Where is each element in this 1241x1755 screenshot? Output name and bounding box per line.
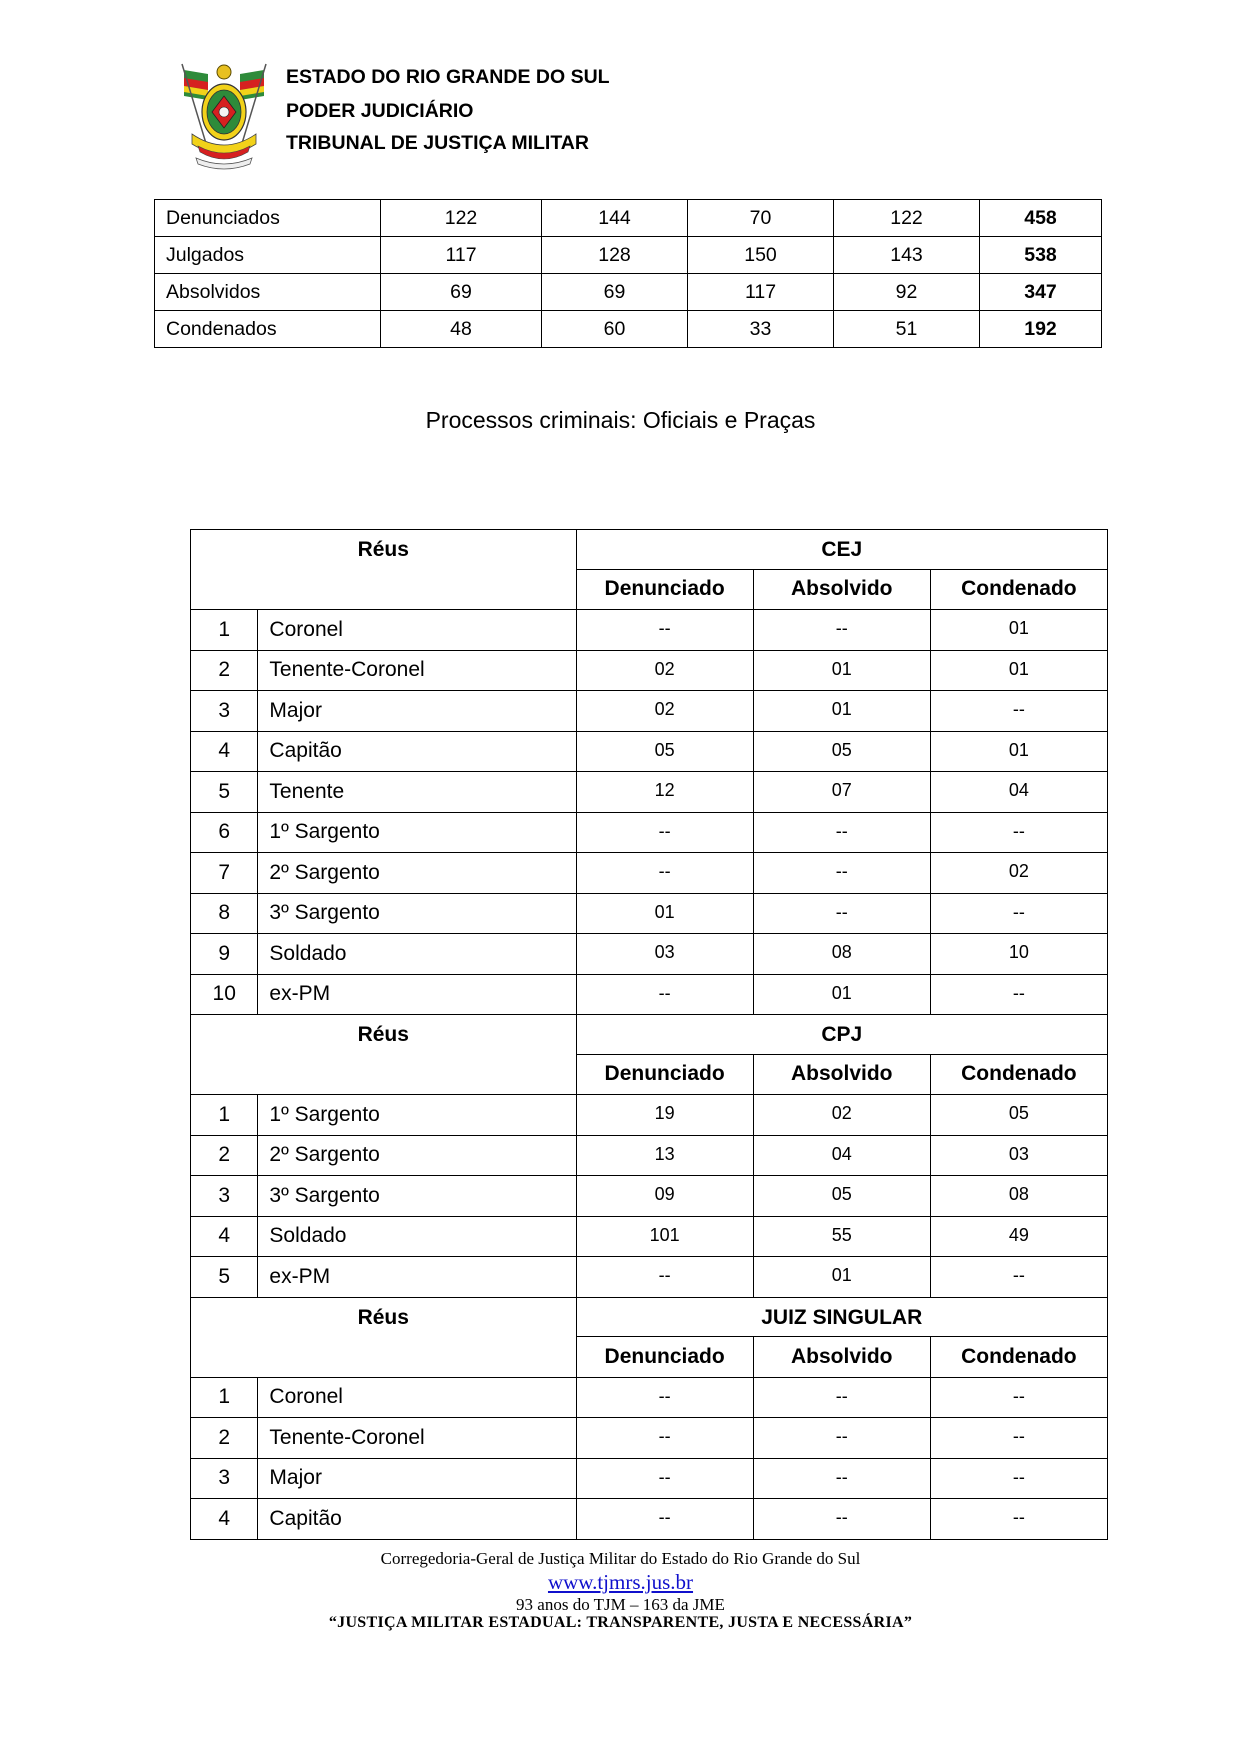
absolvido-value: 08 (753, 934, 930, 975)
denunciado-value: -- (576, 853, 753, 894)
section-header-row (191, 1015, 1108, 1055)
row-number: 2 (191, 650, 258, 691)
absolvido-value: 04 (753, 1135, 930, 1176)
absolvido-value: 01 (753, 691, 930, 732)
rank-name: 1º Sargento (258, 812, 576, 853)
table-row (191, 1458, 1108, 1499)
denunciado-header: Denunciado (576, 1337, 753, 1378)
condenado-value: 10 (930, 934, 1107, 975)
table-row (191, 1095, 1108, 1136)
table-row (191, 650, 1108, 691)
summary-label: Julgados (155, 237, 381, 274)
condenado-value: -- (930, 1458, 1107, 1499)
header-state: ESTADO DO RIO GRANDE DO SUL (286, 66, 610, 88)
row-number: 7 (191, 853, 258, 894)
rank-name: 1º Sargento (258, 1095, 576, 1136)
footer-anniversary: 93 anos do TJM – 163 da JME (516, 1595, 725, 1614)
rank-name: 3º Sargento (258, 1176, 576, 1217)
condenado-value: 49 (930, 1216, 1107, 1257)
summary-row (155, 274, 1102, 311)
rank-name: Soldado (258, 934, 576, 975)
summary-value: 117 (688, 274, 834, 311)
section-court-title: CPJ (576, 1015, 1108, 1055)
row-number: 3 (191, 1176, 258, 1217)
footer-website-link[interactable]: www.tjmrs.jus.br (547, 1570, 694, 1594)
summary-value: 33 (688, 311, 834, 348)
summary-value: 150 (688, 237, 834, 274)
condenado-header: Condenado (930, 1054, 1107, 1095)
table-row (191, 1499, 1108, 1540)
summary-row (155, 311, 1102, 348)
denunciado-value: 19 (576, 1095, 753, 1136)
condenado-value: 01 (930, 610, 1107, 651)
denunciado-value: -- (576, 610, 753, 651)
summary-total: 192 (980, 311, 1102, 348)
condenado-header: Condenado (930, 1337, 1107, 1378)
condenado-header: Condenado (930, 569, 1107, 610)
row-number: 1 (191, 610, 258, 651)
condenado-value: 03 (930, 1135, 1107, 1176)
footer-institution: Corregedoria-Geral de Justiça Militar do Estado do Rio Grande do Sul (380, 1549, 861, 1568)
condenado-value: 01 (930, 650, 1107, 691)
table-row (191, 1418, 1108, 1459)
absolvido-value: -- (753, 893, 930, 934)
reus-header: Réus (191, 1297, 577, 1377)
summary-value: 143 (834, 237, 980, 274)
table-row (191, 893, 1108, 934)
table-row (191, 610, 1108, 651)
absolvido-value: -- (753, 1418, 930, 1459)
rank-name: Coronel (258, 610, 576, 651)
table-row (191, 1176, 1108, 1217)
condenado-value: 08 (930, 1176, 1107, 1217)
summary-value: 69 (381, 274, 542, 311)
absolvido-value: -- (753, 1499, 930, 1540)
absolvido-value: -- (753, 1377, 930, 1418)
condenado-value: 01 (930, 731, 1107, 772)
row-number: 2 (191, 1418, 258, 1459)
denunciado-value: -- (576, 1499, 753, 1540)
section-header-row (191, 530, 1108, 570)
table-row (191, 1377, 1108, 1418)
summary-total: 458 (980, 200, 1102, 237)
condenado-value: -- (930, 1257, 1107, 1298)
condenado-value: 02 (930, 853, 1107, 894)
denunciado-value: 12 (576, 772, 753, 813)
rank-name: Tenente-Coronel (258, 1418, 576, 1459)
row-number: 2 (191, 1135, 258, 1176)
row-number: 1 (191, 1377, 258, 1418)
absolvido-value: 01 (753, 1257, 930, 1298)
denunciado-value: 13 (576, 1135, 753, 1176)
absolvido-value: -- (753, 610, 930, 651)
summary-value: 117 (381, 237, 542, 274)
footer-motto: “JUSTIÇA MILITAR ESTADUAL: TRANSPARENTE, JUSTA E NECESSÁRIA” (328, 1614, 913, 1631)
summary-label: Denunciados (155, 200, 381, 237)
denunciado-value: -- (576, 1257, 753, 1298)
section-title: Processos criminais: Oficiais e Praças (425, 407, 816, 433)
denunciado-value: -- (576, 1458, 753, 1499)
summary-total: 347 (980, 274, 1102, 311)
condenado-value: -- (930, 893, 1107, 934)
denunciado-value: 05 (576, 731, 753, 772)
table-row (191, 1216, 1108, 1257)
summary-value: 92 (834, 274, 980, 311)
summary-label: Condenados (155, 311, 381, 348)
rank-name: Tenente-Coronel (258, 650, 576, 691)
condenado-value: -- (930, 812, 1107, 853)
table-row (191, 853, 1108, 894)
row-number: 6 (191, 812, 258, 853)
absolvido-value: 05 (753, 731, 930, 772)
rank-name: Coronel (258, 1377, 576, 1418)
denunciado-value: 09 (576, 1176, 753, 1217)
reus-header: Réus (191, 1015, 577, 1095)
summary-total: 538 (980, 237, 1102, 274)
rank-name: Major (258, 1458, 576, 1499)
absolvido-value: 01 (753, 974, 930, 1015)
summary-value: 144 (542, 200, 688, 237)
row-number: 5 (191, 1257, 258, 1298)
denunciado-value: 101 (576, 1216, 753, 1257)
header-power: PODER JUDICIÁRIO (286, 99, 474, 122)
denunciado-value: 03 (576, 934, 753, 975)
table-row (191, 1257, 1108, 1298)
summary-value: 48 (381, 311, 542, 348)
summary-value: 70 (688, 200, 834, 237)
row-number: 10 (191, 974, 258, 1015)
absolvido-value: 05 (753, 1176, 930, 1217)
summary-value: 60 (542, 311, 688, 348)
summary-value: 122 (834, 200, 980, 237)
reus-header: Réus (191, 530, 577, 610)
row-number: 9 (191, 934, 258, 975)
summary-row (155, 237, 1102, 274)
table-row (191, 974, 1108, 1015)
denunciado-value: 02 (576, 691, 753, 732)
condenado-value: -- (930, 1499, 1107, 1540)
absolvido-value: 55 (753, 1216, 930, 1257)
denunciado-header: Denunciado (576, 569, 753, 610)
denunciado-value: -- (576, 1377, 753, 1418)
row-number: 4 (191, 1216, 258, 1257)
row-number: 4 (191, 1499, 258, 1540)
rank-name: 2º Sargento (258, 853, 576, 894)
rank-name: Soldado (258, 1216, 576, 1257)
table-row (191, 772, 1108, 813)
state-coat-of-arms-icon (178, 60, 270, 172)
rank-name: 3º Sargento (258, 893, 576, 934)
row-number: 1 (191, 1095, 258, 1136)
summary-value: 51 (834, 311, 980, 348)
summary-value: 122 (381, 200, 542, 237)
condenado-value: -- (930, 1377, 1107, 1418)
denunciado-value: 02 (576, 650, 753, 691)
summary-label: Absolvidos (155, 274, 381, 311)
rank-name: Major (258, 691, 576, 732)
row-number: 5 (191, 772, 258, 813)
absolvido-value: 07 (753, 772, 930, 813)
row-number: 8 (191, 893, 258, 934)
rank-name: Capitão (258, 731, 576, 772)
absolvido-value: -- (753, 853, 930, 894)
condenado-value: -- (930, 1418, 1107, 1459)
officers-table (190, 529, 1108, 1540)
denunciado-value: 01 (576, 893, 753, 934)
absolvido-value: 01 (753, 650, 930, 691)
condenado-value: 05 (930, 1095, 1107, 1136)
absolvido-header: Absolvido (753, 1054, 930, 1095)
table-row (191, 731, 1108, 772)
absolvido-value: -- (753, 1458, 930, 1499)
condenado-value: 04 (930, 772, 1107, 813)
denunciado-value: -- (576, 974, 753, 1015)
row-number: 3 (191, 1458, 258, 1499)
section-court-title: CEJ (576, 530, 1108, 570)
section-court-title: JUIZ SINGULAR (576, 1297, 1108, 1337)
absolvido-value: -- (753, 812, 930, 853)
section-header-row (191, 1297, 1108, 1337)
table-row (191, 934, 1108, 975)
row-number: 4 (191, 731, 258, 772)
header-court: TRIBUNAL DE JUSTIÇA MILITAR (286, 132, 589, 154)
denunciado-value: -- (576, 1418, 753, 1459)
rank-name: Capitão (258, 1499, 576, 1540)
rank-name: ex-PM (258, 974, 576, 1015)
row-number: 3 (191, 691, 258, 732)
summary-row (155, 200, 1102, 237)
denunciado-header: Denunciado (576, 1054, 753, 1095)
rank-name: 2º Sargento (258, 1135, 576, 1176)
condenado-value: -- (930, 691, 1107, 732)
rank-name: Tenente (258, 772, 576, 813)
table-row (191, 812, 1108, 853)
table-row (191, 691, 1108, 732)
table-row (191, 1135, 1108, 1176)
denunciado-value: -- (576, 812, 753, 853)
summary-value: 69 (542, 274, 688, 311)
rank-name: ex-PM (258, 1257, 576, 1298)
summary-table (154, 199, 1102, 348)
absolvido-header: Absolvido (753, 1337, 930, 1378)
summary-value: 128 (542, 237, 688, 274)
absolvido-value: 02 (753, 1095, 930, 1136)
condenado-value: -- (930, 974, 1107, 1015)
absolvido-header: Absolvido (753, 569, 930, 610)
